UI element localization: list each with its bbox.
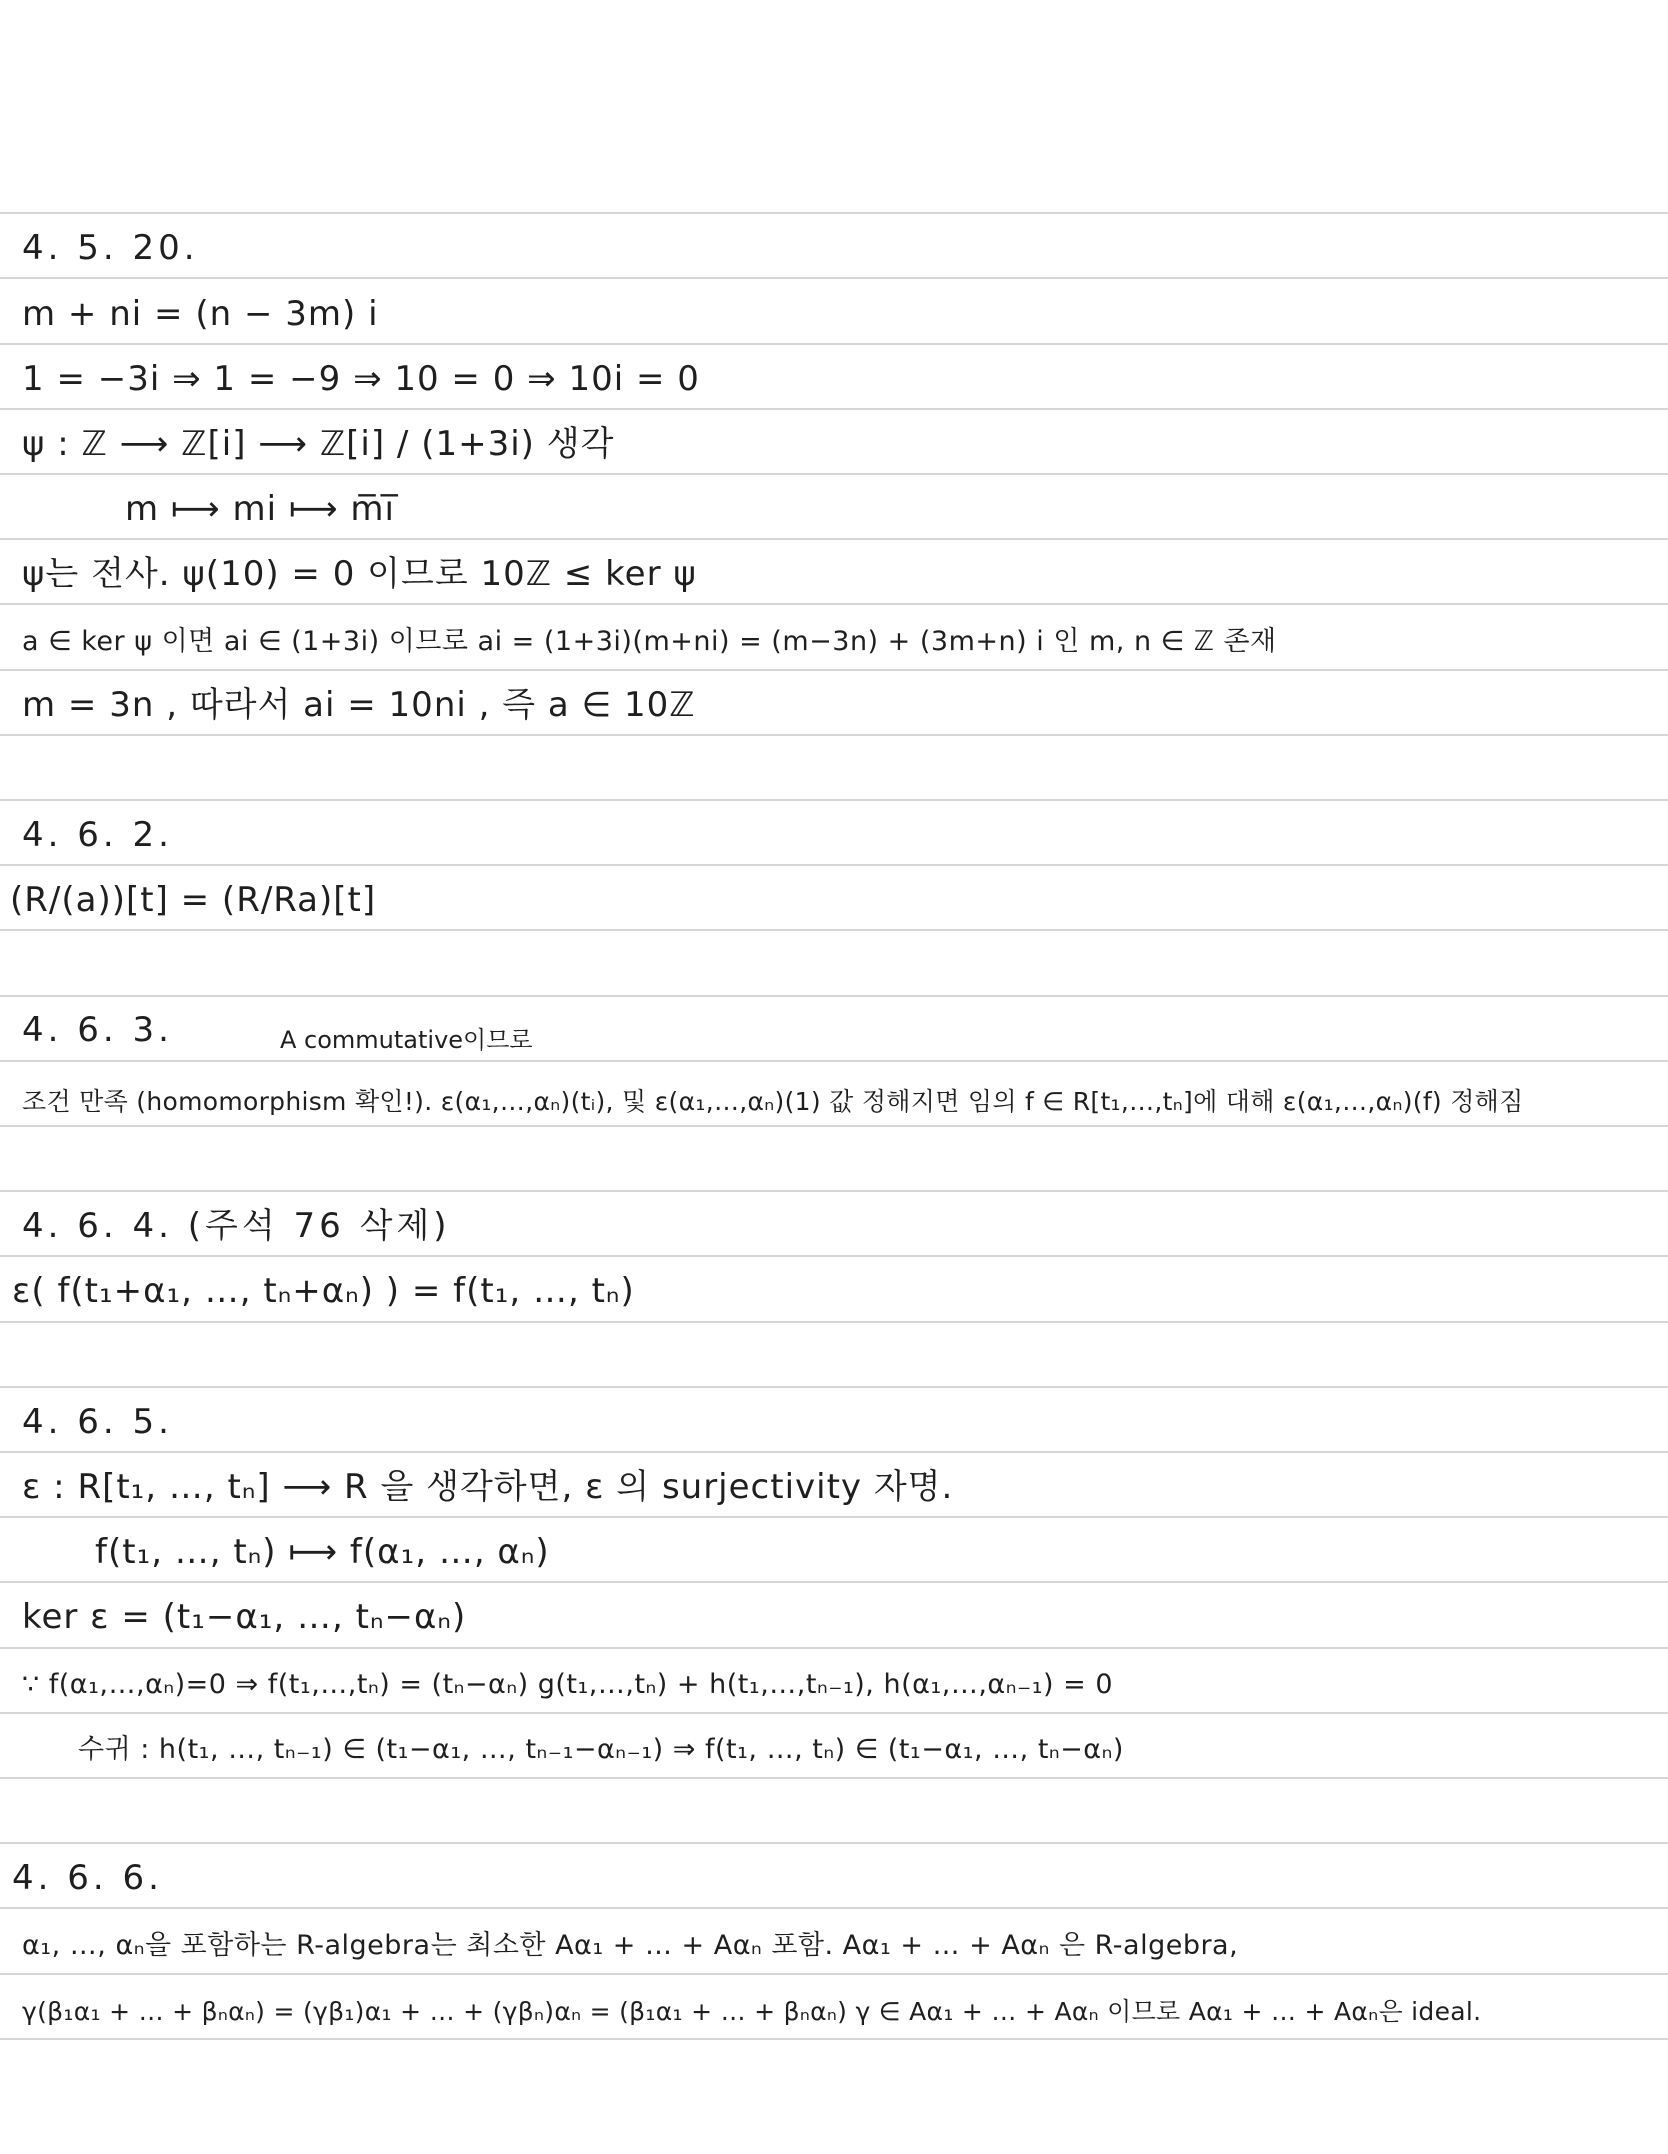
- rule-line: [0, 1907, 1668, 1909]
- rule-line: [0, 603, 1668, 605]
- rule-line: [0, 1516, 1668, 1518]
- section-header: 4. 6. 4. (주석 76 삭제): [22, 1206, 451, 1246]
- rule-line: [0, 1060, 1668, 1062]
- margin-annotation: A commutative이므로: [280, 1026, 533, 1054]
- text-line: ε( f(t₁+α₁, …, tₙ+αₙ) ) = f(t₁, …, tₙ): [12, 1271, 635, 1311]
- section-header: 4. 5. 20.: [22, 228, 199, 268]
- text-line: 수귀 : h(t₁, …, tₙ₋₁) ∈ (t₁−α₁, …, tₙ₋₁−αₙ₋₁) ⇒ f(t₁, …, tₙ) ∈ (t₁−α₁, …, tₙ−αₙ): [78, 1734, 1124, 1765]
- rule-line: [0, 343, 1668, 345]
- rule-line: [0, 473, 1668, 475]
- text-line: m ⟼ mi ⟼ m̅i̅: [125, 489, 395, 529]
- rule-line: [0, 2038, 1668, 2040]
- text-line: γ(β₁α₁ + … + βₙαₙ) = (γβ₁)α₁ + … + (γβₙ)αₙ = (β₁α₁ + … + βₙαₙ) γ ∈ Aα₁ + … + Aαₙ 이므로 Aα₁ + … + Aαₙ은 ideal.: [22, 1997, 1482, 2026]
- section-header: 4. 6. 2.: [22, 815, 173, 855]
- rule-line: [0, 669, 1668, 671]
- rule-line: [0, 277, 1668, 279]
- text-line: a ∈ ker ψ 이면 ai ∈ (1+3i) 이므로 ai = (1+3i)(m+ni) = (m−3n) + (3m+n) i 인 m, n ∈ ℤ 존재: [22, 626, 1277, 657]
- rule-line: [0, 538, 1668, 540]
- text-line: ψ : ℤ ⟶ ℤ[i] ⟶ ℤ[i] / (1+3i) 생각: [22, 424, 615, 464]
- rule-line: [0, 1581, 1668, 1583]
- text-line: α₁, …, αₙ을 포함하는 R-algebra는 최소한 Aα₁ + … + Aαₙ 포함. Aα₁ + … + Aαₙ 은 R-algebra,: [22, 1930, 1239, 1961]
- text-line: 1 = −3i ⇒ 1 = −9 ⇒ 10 = 0 ⇒ 10i = 0: [22, 359, 700, 399]
- rule-line: [0, 1973, 1668, 1975]
- text-line: (R/(a))[t] = (R/Ra)[t]: [10, 880, 377, 920]
- text-line: ψ는 전사. ψ(10) = 0 이므로 10ℤ ≤ ker ψ: [22, 554, 697, 594]
- text-line: m = 3n , 따라서 ai = 10ni , 즉 a ∈ 10ℤ: [22, 685, 696, 725]
- section-header: 4. 6. 5.: [22, 1402, 173, 1442]
- rule-line: [0, 929, 1668, 931]
- rule-line: [0, 1386, 1668, 1388]
- rule-line: [0, 408, 1668, 410]
- rule-line: [0, 1712, 1668, 1714]
- rule-line: [0, 1451, 1668, 1453]
- rule-line: [0, 995, 1668, 997]
- text-line: ker ε = (t₁−α₁, …, tₙ−αₙ): [22, 1597, 467, 1637]
- rule-line: [0, 1255, 1668, 1257]
- text-line: ε : R[t₁, …, tₙ] ⟶ R 을 생각하면, ε 의 surjectivity 자명.: [22, 1467, 954, 1507]
- text-line: 조건 만족 (homomorphism 확인!). ε(α₁,…,αₙ)(tᵢ), 및 ε(α₁,…,αₙ)(1) 값 정해지면 임의 f ∈ R[t₁,…,tₙ]에 대해 ε(α₁,…,αₙ)(f) 정해짐: [22, 1087, 1524, 1116]
- rule-line: [0, 1125, 1668, 1127]
- rule-line: [0, 1777, 1668, 1779]
- rule-line: [0, 212, 1668, 214]
- rule-line: [0, 864, 1668, 866]
- section-header: 4. 6. 3.: [22, 1010, 173, 1050]
- rule-line: [0, 1842, 1668, 1844]
- text-line: m + ni = (n − 3m) i: [22, 294, 379, 334]
- text-line: ∵ f(α₁,…,αₙ)=0 ⇒ f(t₁,…,tₙ) = (tₙ−αₙ) g(t₁,…,tₙ) + h(t₁,…,tₙ₋₁), h(α₁,…,αₙ₋₁) = 0: [22, 1669, 1114, 1700]
- rule-line: [0, 1647, 1668, 1649]
- text-line: f(t₁, …, tₙ) ⟼ f(α₁, …, αₙ): [95, 1532, 550, 1572]
- rule-line: [0, 1321, 1668, 1323]
- rule-line: [0, 799, 1668, 801]
- rule-line: [0, 1190, 1668, 1192]
- rule-line: [0, 734, 1668, 736]
- section-header: 4. 6. 6.: [12, 1858, 163, 1898]
